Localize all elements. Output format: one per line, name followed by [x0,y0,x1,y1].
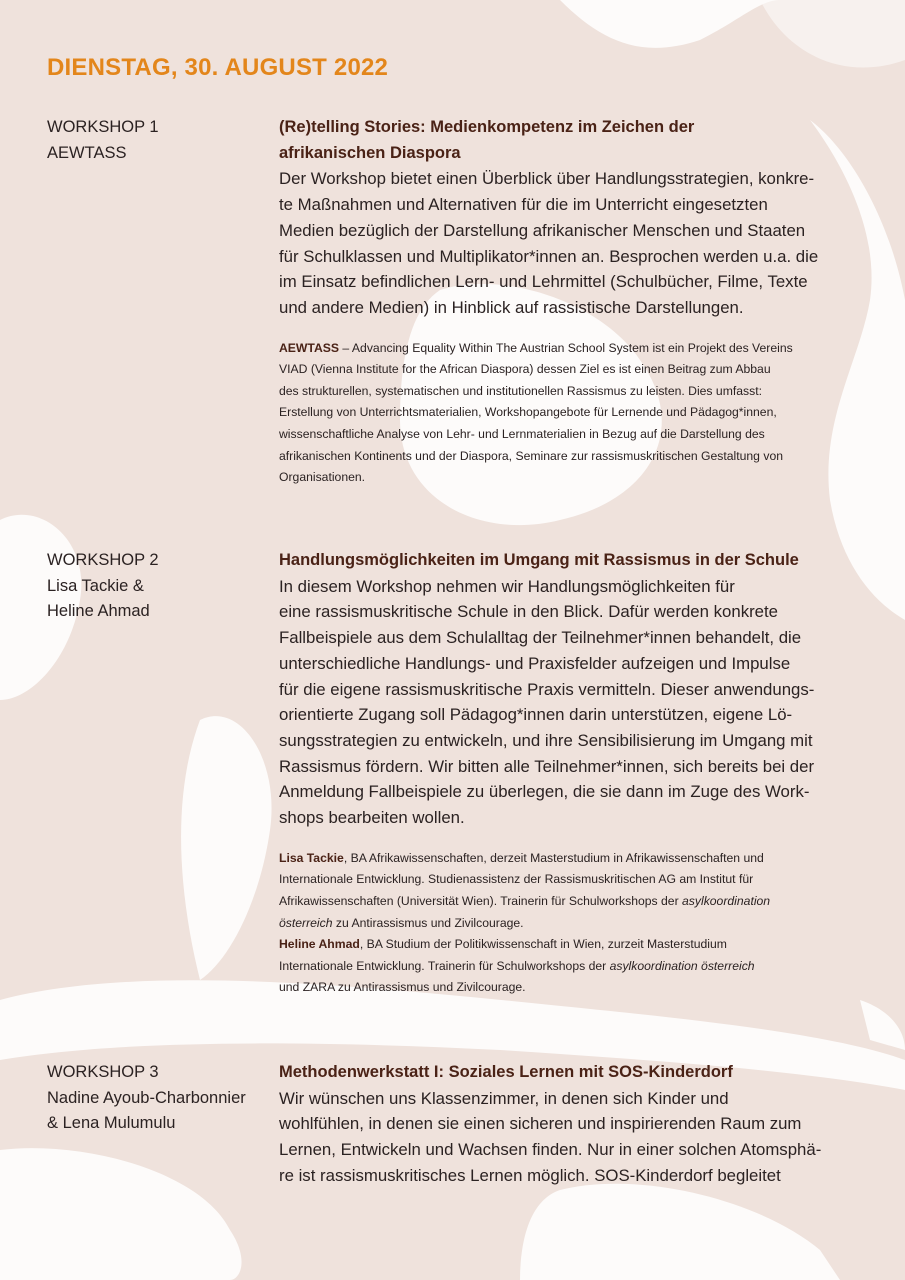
notes-text: asylkoordination [682,893,771,908]
workshop-heading-line: (Re)telling Stories: Medienkompetenz im Zeichen der [279,118,695,136]
workshop-description-line: unterschiedliche Handlungs- und Praxisfelder aufzeigen und Impulse [279,653,791,673]
speaker-notes-line [279,848,879,870]
workshop-content [279,548,879,999]
speaker-notes-line [279,446,879,468]
notes-text: , BA Studium der Politikwissenschaft in Wien, zurzeit Masterstudium [359,937,727,952]
workshop-label-line: WORKSHOP 2 [47,551,159,569]
workshop-description-line: shops bearbeiten wollen. [279,808,465,828]
workshop-description-line: orientierte Zugang soll Pädagog*innen darin unterstützen, eigene Lö- [279,705,793,725]
workshop-description-line: Anmeldung Fallbeispiele zu überlegen, die sie dann im Zuge des Work- [279,782,810,802]
speaker-notes-line [279,402,879,424]
workshop-label-line: WORKSHOP 1 [47,118,159,136]
speaker-notes-line [279,424,879,446]
notes-text: asylkoordination österreich [609,958,755,973]
workshop-heading-line: Methodenwerkstatt I: Soziales Lernen mit SOS-Kinderdorf [279,1063,733,1081]
speaker-name: Heline Ahmad [279,937,360,952]
workshop-description-line: für Schulklassen und Multiplikator*innen an. Besprochen werden u.a. die [279,246,819,266]
speaker-notes-line [279,956,879,978]
speaker-notes-line [279,891,879,913]
workshop-heading-line: Handlungsmöglichkeiten im Umgang mit Rassismus in der Schule [279,551,799,569]
notes-text: des strukturellen, systematischen und institutionellen Rassismus zu leisten. Dies umfasst: [279,383,762,398]
notes-text: und ZARA zu Antirassismus und Zivilcourage. [279,980,526,995]
workshop-label-line: & Lena Mulumulu [47,1114,176,1133]
workshop-description-line: Medien bezüglich der Darstellung afrikanischer Menschen und Staaten [279,220,806,240]
notes-text: zu Antirassismus und Zivilcourage. [332,915,524,930]
workshop-description-line: eine rassismuskritische Schule in den Blick. Dafür werden konkrete [279,602,778,622]
speaker-name: AEWTASS [279,340,340,355]
notes-text: wissenschaftliche Analyse von Lehr- und Lernmaterialien in Bezug auf die Darstellung des [279,427,765,441]
workshop-description-line: Der Workshop bietet einen Überblick über Handlungsstrategien, konkre- [279,169,815,189]
speaker-notes-line [279,467,879,489]
workshop-heading-line: afrikanischen Diaspora [279,143,461,162]
workshop-description-line: im Einsatz befindlichen Lern- und Lehrmittel (Schulbücher, Filme, Texte [279,272,808,292]
notes-text: Internationale Entwicklung. Trainerin für Schulworkshops der [279,958,610,973]
workshop-description-line: Fallbeispiele aus dem Schulalltag der Teilnehmer*innen behandelt, die [279,628,802,648]
notes-text: Afrikawissenschaften (Universität Wien). Trainerin für Schulworkshops der [279,893,683,908]
workshop-description-line: sungsstrategien zu entwickeln, und ihre Sensibilisierung im Umgang mit [279,730,813,750]
speaker-notes-line [279,934,879,956]
workshop-description-line: wohlfühlen, in denen sie einen sicheren und inspirierenden Raum zum [279,1114,802,1134]
workshop-label [47,548,159,625]
speaker-name: Lisa Tackie [279,850,344,865]
speaker-notes-line [279,869,879,891]
workshop-label-line: Heline Ahmad [47,602,150,621]
notes-text: Organisationen. [279,470,366,485]
workshop-description [279,166,879,320]
notes-text: Erstellung von Unterrichtsmaterialien, Workshopangebote für Lernende und Pädagog*innen, [279,405,777,420]
workshop-content [279,1060,879,1189]
workshop-content [279,115,879,489]
speaker-notes [279,848,879,999]
workshop-description-line: In diesem Workshop nehmen wir Handlungsmöglichkeiten für [279,576,735,596]
notes-text: VIAD (Vienna Institute for the African Diaspora) dessen Ziel es ist einen Beitrag zum Abbau [279,362,771,377]
workshop-description-line: Lernen, Entwickeln und Wachsen finden. Nur in einer solchen Atomsphä- [279,1140,822,1160]
workshop-heading [279,548,879,574]
workshop-heading [279,1060,879,1086]
workshop-description-line: Wir wünschen uns Klassenzimmer, in denen sich Kinder und [279,1088,729,1108]
workshop-description [279,1086,879,1189]
workshop-heading [279,115,879,166]
notes-text: afrikanischen Kontinents und der Diaspora, Seminare zur rassismuskritischen Gestaltung von [279,448,783,463]
workshop-label-line: Nadine Ayoub-Charbonnier [47,1088,246,1107]
speaker-notes-line [279,913,879,935]
speaker-notes [279,338,879,489]
workshop-description-line: und andere Medien) in Hinblick auf rassistische Darstellungen. [279,297,744,317]
workshop-label-line: WORKSHOP 3 [47,1063,159,1081]
workshop-label-line: AEWTASS [47,143,127,162]
notes-text: Internationale Entwicklung. Studienassistenz der Rassismuskritischen AG am Institut für [279,872,754,887]
notes-text: – Advancing Equality Within The Austrian School System ist ein Projekt des Vereins [339,340,793,355]
workshop-description-line: für die eigene rassismuskritische Praxis vermitteln. Dieser anwendungs- [279,679,815,699]
speaker-notes-line [279,338,879,360]
workshop-description [279,574,879,831]
workshop-description-line: Rassismus fördern. Wir bitten alle Teilnehmer*innen, sich bereits bei der [279,756,815,776]
workshop-label [47,115,159,166]
notes-text: , BA Afrikawissenschaften, derzeit Masterstudium in Afrikawissenschaften und [343,850,764,865]
speaker-notes-line [279,977,879,999]
workshop-description-line: te Maßnahmen und Alternativen für die im Unterricht eingesetzten [279,195,768,215]
workshop-label [47,1060,246,1137]
workshop-label-line: Lisa Tackie & [47,576,144,595]
notes-text: österreich [279,915,333,930]
speaker-notes-line [279,381,879,403]
speaker-notes-line [279,359,879,381]
page-title: DIENSTAG, 30. AUGUST 2022 [47,54,389,81]
workshop-description-line: re ist rassismuskritisches Lernen möglich. SOS-Kinderdorf begleitet [279,1165,781,1185]
